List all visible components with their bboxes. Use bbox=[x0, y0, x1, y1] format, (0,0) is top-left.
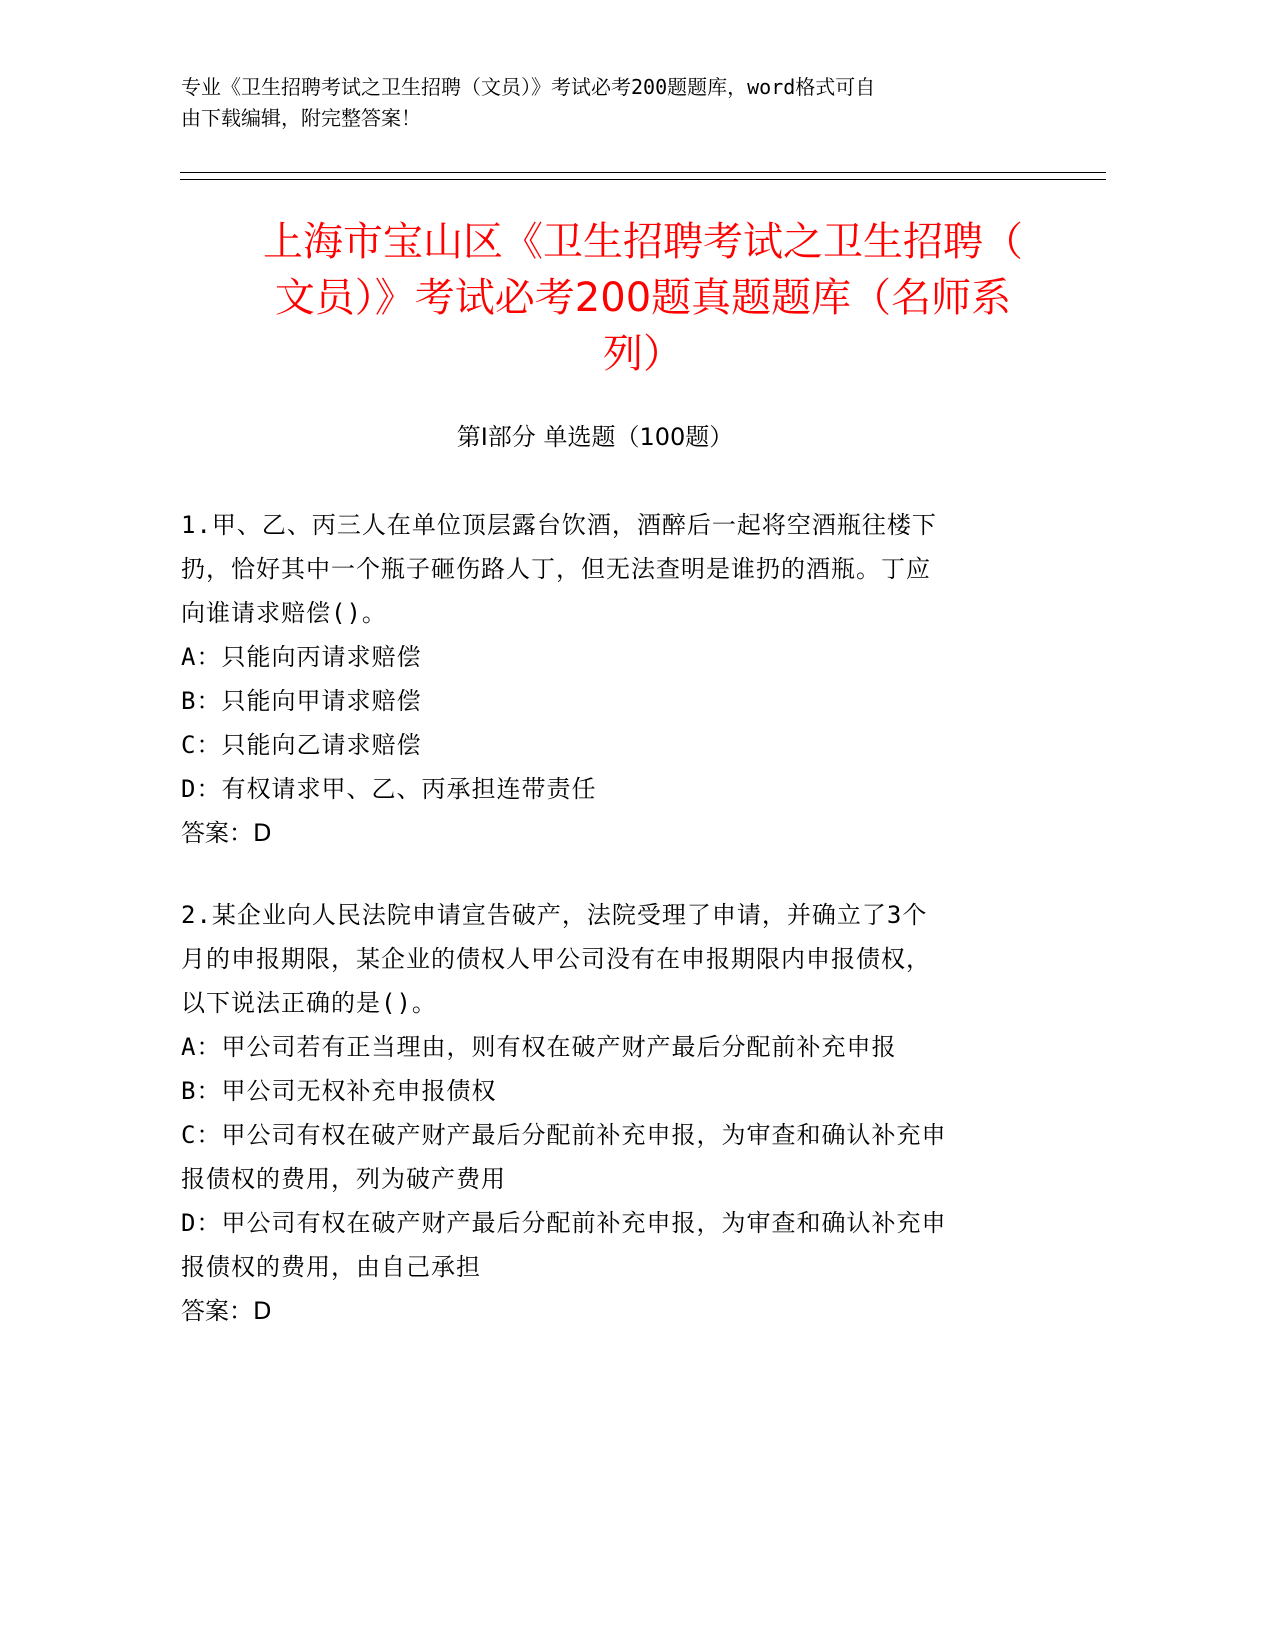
question-stem-line: 1.甲、乙、丙三人在单位顶层露台饮酒，酒醉后一起将空酒瓶往楼下 bbox=[181, 511, 937, 539]
option-c-continued: 报债权的费用，列为破产费用 bbox=[181, 1165, 506, 1193]
question-stem-line: 向谁请求赔偿()。 bbox=[181, 599, 387, 627]
title-line: 上海市宝山区《卫生招聘考试之卫生招聘（ bbox=[263, 219, 1023, 265]
option-d-continued: 报债权的费用，由自己承担 bbox=[181, 1253, 481, 1281]
question-stem-line: 扔，恰好其中一个瓶子砸伤路人丁，但无法查明是谁扔的酒瓶。丁应 bbox=[181, 555, 931, 583]
option-c: C：只能向乙请求赔偿 bbox=[181, 731, 422, 759]
header-note-line: 由下载编辑，附完整答案！ bbox=[181, 106, 421, 130]
option-b: B：只能向甲请求赔偿 bbox=[181, 687, 422, 715]
question-stem-line: 月的申报期限，某企业的债权人甲公司没有在申报期限内申报债权， bbox=[181, 945, 931, 973]
header-note bbox=[181, 72, 1061, 134]
question-block bbox=[181, 893, 1026, 1333]
section-title: 第Ⅰ部分 单选题（100题） bbox=[456, 423, 734, 451]
option-d: D：有权请求甲、乙、丙承担连带责任 bbox=[181, 775, 597, 803]
title-line: 列） bbox=[603, 331, 683, 377]
header-divider-top bbox=[180, 172, 1106, 173]
question-stem-line: 2.某企业向人民法院申请宣告破产，法院受理了申请，并确立了3个 bbox=[181, 901, 928, 929]
title-line: 文员）》考试必考200题真题题库（名师系 bbox=[274, 275, 1012, 321]
header-note-line: 专业《卫生招聘考试之卫生招聘（文员）》考试必考200题题库，word格式可自 bbox=[181, 75, 876, 99]
option-d: D：甲公司有权在破产财产最后分配前补充申报，为审查和确认补充申 bbox=[181, 1209, 947, 1237]
option-b: B：甲公司无权补充申报债权 bbox=[181, 1077, 497, 1105]
answer-label: 答案：D bbox=[181, 1297, 272, 1325]
question-block bbox=[181, 503, 1026, 855]
answer-label: 答案：D bbox=[181, 819, 272, 847]
question-stem-line: 以下说法正确的是()。 bbox=[181, 989, 437, 1017]
option-a: A：甲公司若有正当理由，则有权在破产财产最后分配前补充申报 bbox=[181, 1033, 897, 1061]
option-c: C：甲公司有权在破产财产最后分配前补充申报，为审查和确认补充申 bbox=[181, 1121, 947, 1149]
option-a: A：只能向丙请求赔偿 bbox=[181, 643, 422, 671]
header-divider-bottom bbox=[180, 179, 1106, 180]
document-title bbox=[180, 214, 1106, 382]
